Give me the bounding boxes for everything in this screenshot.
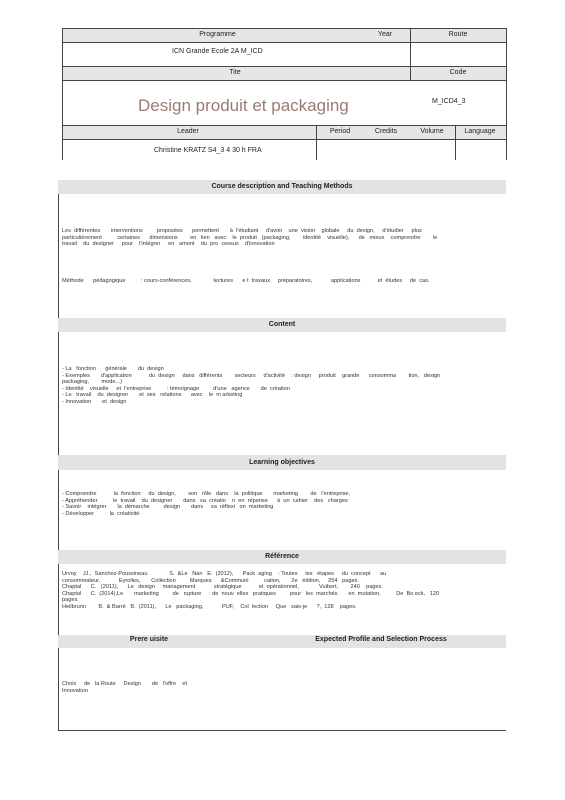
title-label: Tite [140,67,330,79]
rule [455,125,456,160]
rule [506,28,507,160]
teaching-methods-text: Méthode pédagogique : cours-conférences, lectures e t travaux préparatoires, applications et études de cas. [62,278,430,284]
expected-profile-heading: Expected Profile and Selection Process [315,636,447,643]
rule [62,139,506,140]
reference-text: Urvoy JJ., Sanchez-Poussineau S. &Le Nan E. (2012), Pack aging : Toutes les étapes du concept au consommateur, Eyrolles, Collection Marques &Communi cation, 2e édition, 254 pages. Chaptal C. (2011), Le design management stratégique et opérationnel, Vuibert, 240 pages. Chaptal C. (2014),Le marketing de rupture : de nouv elles pratiques pour les marchés en mutation, De Bo eck, 120 pages. Heilbrunn B. & Barré B. (2011), Le packaging, PUF, Col lection Que sais-je ?, 128 pages. [62,571,440,610]
period-label: Period [318,126,362,138]
content-heading: Content [58,318,506,332]
prerequisite-heading: Prere uisite [129,636,169,643]
leader-label: Leader [130,126,246,138]
prerequisite-text: Choix de la Route Design de l'offre et Innovation [62,681,188,694]
content-text: - La fonction générale du design - Exemples d'application du design dans différents secteurs d'activité : design produit grande consomma tion, design packaging, mode...) - Identité visuelle et l'entreprise : témoignage d'une agence de création - Le travail du designer et ses relations avec le m arketing - Innovation et design [62,366,441,405]
course-description-text: Les différentes interventions proposées permettent à l'étudiant d'avoir une vision globale du design, d'étudier plus particulièrement certaines dimensions en lien avec le produit (packaging, identité visuelle), de mieux comprendre le travail du designer pour l'intégrer en amont du pro cessus d'innovation [62,228,438,248]
language-label: Language [456,126,504,138]
rule [62,42,506,43]
volume-label: Volume [410,126,454,138]
rule [316,125,317,160]
content-border-bottom [58,730,506,731]
reference-heading: Référence [58,550,506,564]
course-description-heading: Course description and Teaching Methods [58,180,506,194]
rule [410,28,411,80]
code-label: Code [412,67,504,79]
year-label: Year [350,29,420,41]
course-title: Design produit et packaging [138,96,349,115]
course-code: M_ICD4_3 [432,98,466,105]
rule [62,28,506,29]
rule [62,28,63,160]
rule [62,80,506,81]
leader-value: Christine KRATZ S4_3 4 30 h FRA [154,147,262,154]
rule [62,66,506,67]
learning-objectives-text: - Comprendre la fonction du design, son rôle dans la politique marketing de l'entreprise, - Appréhender le travail du designer dans sa créatio n en réponse à un cahier des charges - Savoir intégrer la démarche design dans sa réflexi on marketing - Développer la créativité [62,491,351,517]
programme-value: ICN Grande Ecole 2A M_ICD [172,48,263,55]
route-label: Route [412,29,504,41]
credits-label: Credits [364,126,408,138]
learning-objectives-heading: Learning objectives [58,455,506,470]
programme-label: Programme [140,29,295,41]
rule [62,125,506,126]
